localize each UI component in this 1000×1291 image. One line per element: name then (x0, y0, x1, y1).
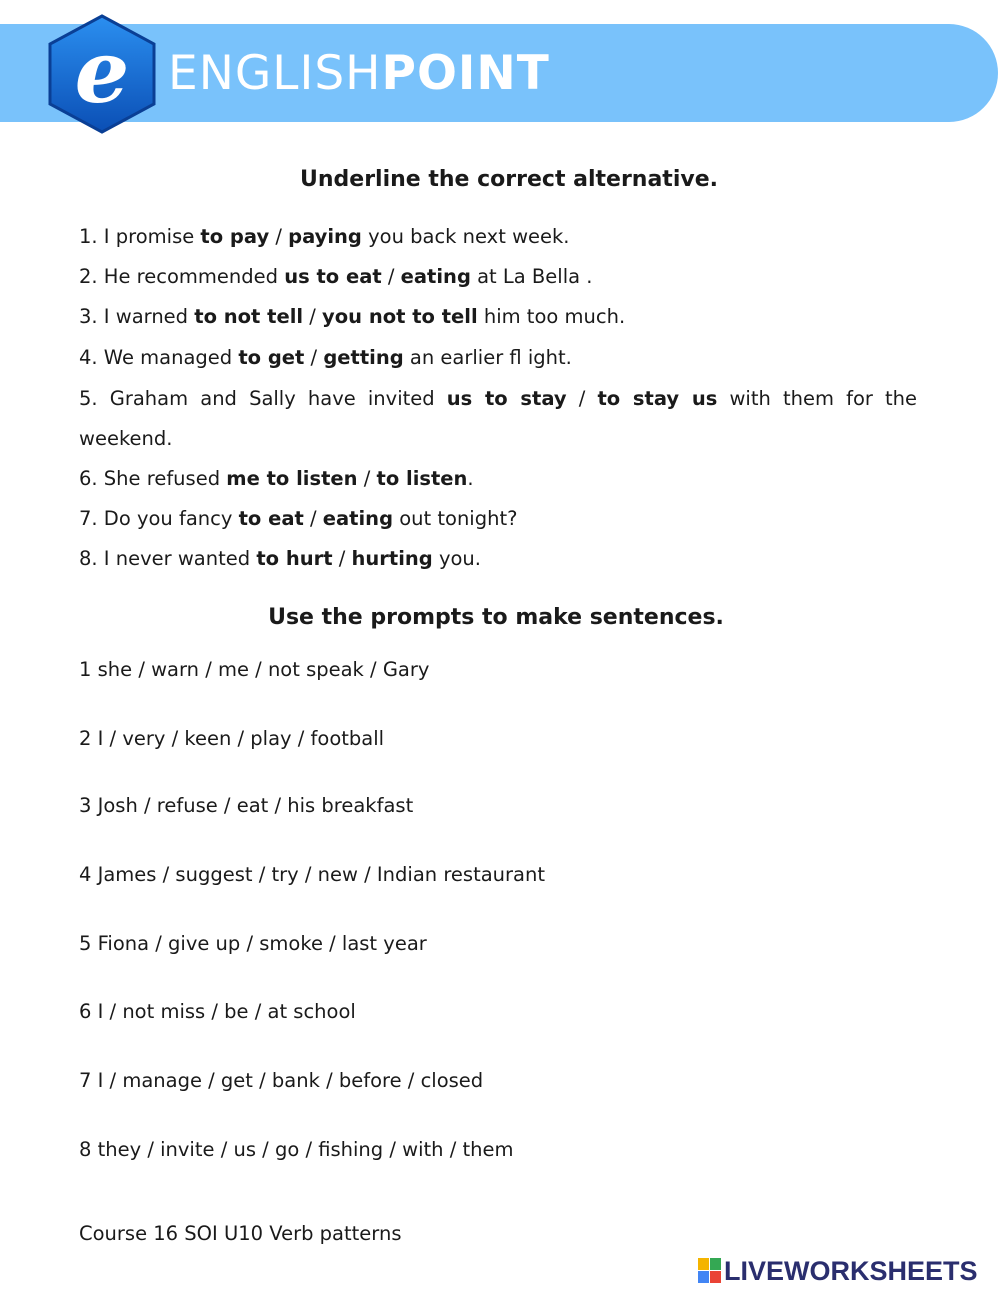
logo-letter: e (74, 22, 130, 123)
exercise-item-6: 6. She refused me to listen / to listen. (79, 467, 474, 490)
option-a[interactable]: to get (238, 346, 305, 369)
option-b[interactable]: getting (323, 346, 404, 369)
prompt-5: 5 Fiona / give up / smoke / last year (79, 932, 427, 955)
prompt-6: 6 I / not miss / be / at school (79, 1000, 356, 1023)
option-b[interactable]: to stay us (597, 387, 718, 410)
prompt-3: 3 Josh / refuse / eat / his breakfast (79, 794, 414, 817)
brand-bold: POINT (381, 46, 550, 101)
option-a[interactable]: us to stay (446, 387, 567, 410)
section2-title: Use the prompts to make sentences. (268, 605, 724, 630)
option-a[interactable]: me to listen (226, 467, 358, 490)
brand-light: ENGLISH (168, 46, 382, 101)
prompt-7: 7 I / manage / get / bank / before / closed (79, 1069, 484, 1092)
option-a[interactable]: us to eat (284, 265, 382, 288)
exercise-item-1: 1. I promise to pay / paying you back next week. (79, 225, 570, 248)
option-a[interactable]: to eat (238, 507, 304, 530)
option-a[interactable]: to not tell (194, 305, 304, 328)
liveworksheets-watermark (698, 1254, 978, 1288)
exercise-item-8: 8. I never wanted to hurt / hurting you. (79, 547, 481, 570)
prompt-1: 1 she / warn / me / not speak / Gary (79, 658, 430, 681)
option-a[interactable]: to pay (200, 225, 270, 248)
exercise-item-2: 2. He recommended us to eat / eating at La Bella . (79, 265, 593, 288)
exercise-item-5: 5. Graham and Sally have invited us to stay / to stay us with them for the weekend. (79, 387, 918, 450)
prompt-8: 8 they / invite / us / go / fishing / with / them (79, 1138, 514, 1161)
option-b[interactable]: hurting (351, 547, 433, 570)
option-b[interactable]: to listen (376, 467, 468, 490)
englishpoint-logo-icon (46, 14, 158, 134)
section1-title: Underline the correct alternative. (300, 167, 718, 192)
exercise-item-3: 3. I warned to not tell / you not to tell him too much. (79, 305, 626, 328)
watermark-text: LIVEWORKSHEETS (724, 1256, 978, 1286)
prompt-2: 2 I / very / keen / play / football (79, 727, 385, 750)
option-b[interactable]: you not to tell (322, 305, 478, 328)
prompt-4: 4 James / suggest / try / new / Indian restaurant (79, 863, 545, 886)
exercise-item-4: 4. We managed to get / getting an earlier fl ight. (79, 346, 572, 369)
option-b[interactable]: eating (400, 265, 471, 288)
option-b[interactable]: paying (288, 225, 362, 248)
option-b[interactable]: eating (322, 507, 394, 530)
brand-name (168, 44, 550, 104)
liveworksheets-icon (698, 1258, 722, 1284)
course-label: Course 16 SOI U10 Verb patterns (79, 1222, 402, 1245)
option-a[interactable]: to hurt (256, 547, 333, 570)
exercise-item-7: 7. Do you fancy to eat / eating out tonight? (79, 507, 518, 530)
